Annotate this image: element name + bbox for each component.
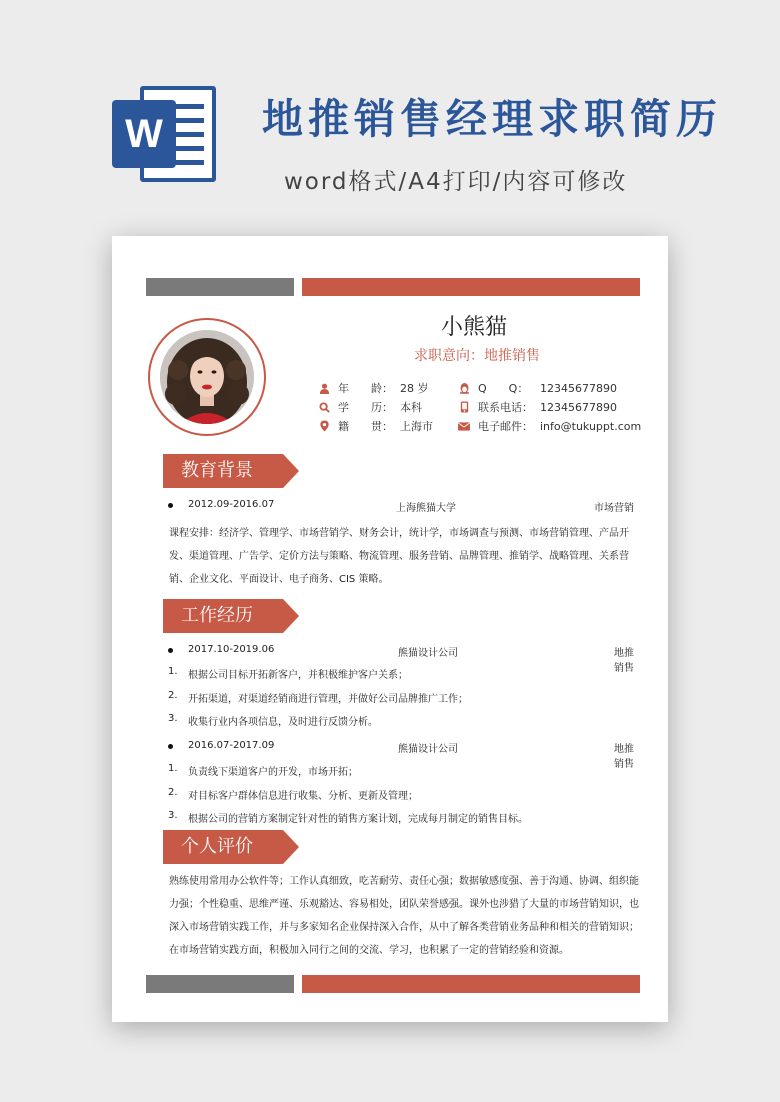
heading-arrow: [283, 599, 299, 633]
avatar-frame: [148, 318, 266, 436]
heading-arrow: [283, 830, 299, 864]
info-hometown: 籍 贯： 上海市: [318, 418, 433, 434]
education-row: 2012.09-2016.07 上海熊猫大学 市场营销: [160, 499, 640, 513]
word-badge: W: [112, 100, 176, 168]
list-item: 1. 根据公司目标开拓新客户，并积极维护客户关系；: [168, 666, 408, 681]
list-item: 3. 根据公司的营销方案制定针对性的销售方案计划，完成每月制定的销售目标。: [168, 810, 528, 825]
word-logo-icon: [112, 80, 220, 188]
section-heading-evaluation: 个人评价: [163, 830, 299, 864]
list-item: 3. 收集行业内各项信息，及时进行反馈分析。: [168, 713, 378, 728]
bullet: [168, 648, 173, 653]
info-age: 年 龄： 28 岁: [318, 380, 429, 396]
candidate-name: 小熊猫: [441, 315, 508, 340]
page-title: 地推销售经理求职简历: [262, 95, 722, 143]
job-intent: 求职意向：地推销售: [414, 348, 540, 364]
bullet: [168, 503, 173, 508]
person-icon: [318, 382, 330, 394]
qq-penguin-icon: [458, 382, 470, 394]
top-grey-bar: [146, 278, 294, 296]
job-row: 2017.10-2019.06 熊猫设计公司 地推销售: [160, 644, 640, 658]
list-item: 1. 负责线下渠道客户的开发，市场开拓；: [168, 763, 358, 778]
education-courses: 课程安排：经济学、管理学、市场营销学、财务会计，统计学，市场调查与预测、市场营销管理、产品开发、渠道管理、广告学、定价方法与策略、物流管理、服务营销、品牌管理、推销学、战略管理、关系营销、企业文化、平面设计、电子商务、CIS 策略。: [169, 528, 629, 585]
top-red-bar: [302, 278, 640, 296]
bullet: [168, 744, 173, 749]
list-item: 2. 对目标客户群体信息进行收集、分析、更新及管理；: [168, 786, 418, 802]
info-phone: 联系电话： 12345677890: [458, 399, 617, 415]
info-education: 学 历： 本科: [318, 399, 422, 415]
info-qq: Q Q： 12345677890: [458, 380, 617, 396]
section-heading-education: 教育背景: [163, 454, 299, 488]
job-duties-list: [168, 666, 638, 737]
evaluation-text: 熟练使用常用办公软件等；工作认真细致，吃苦耐劳、责任心强；数据敏感度强、善于沟通、协调、组织能力强；个性稳重、思维严谨、乐观豁达、容易相处，团队荣誉感强。课外也涉猎了大量的市场营销知识，也深入市场营销实践工作，并与多家知名企业保持深入合作，从中了解各类营销业务品种和相关的营销知识；在市场营销实践方面，积极加入同行之间的交流、学习，也积累了一定的营销经验和资源。: [169, 876, 639, 956]
page-subtitle: word格式/A4打印/内容可修改: [284, 169, 628, 195]
phone-icon: [458, 401, 470, 413]
resume-page: [112, 236, 668, 1022]
heading-arrow: [283, 454, 299, 488]
list-item: 2. 开拓渠道，对渠道经销商进行管理，并做好公司品牌推广工作；: [168, 689, 468, 705]
job-row: 2016.07-2017.09 熊猫设计公司 地推销售: [160, 740, 640, 754]
location-pin-icon: [318, 420, 330, 432]
section-heading-work: 工作经历: [163, 599, 299, 633]
avatar: [160, 330, 254, 424]
info-email: 电子邮件： info@tukuppt.com: [458, 418, 641, 434]
search-icon: [318, 401, 330, 413]
bottom-grey-bar: [146, 975, 294, 993]
job-duties-list: [168, 763, 638, 834]
bottom-red-bar: [302, 975, 640, 993]
mail-icon: [458, 420, 470, 432]
